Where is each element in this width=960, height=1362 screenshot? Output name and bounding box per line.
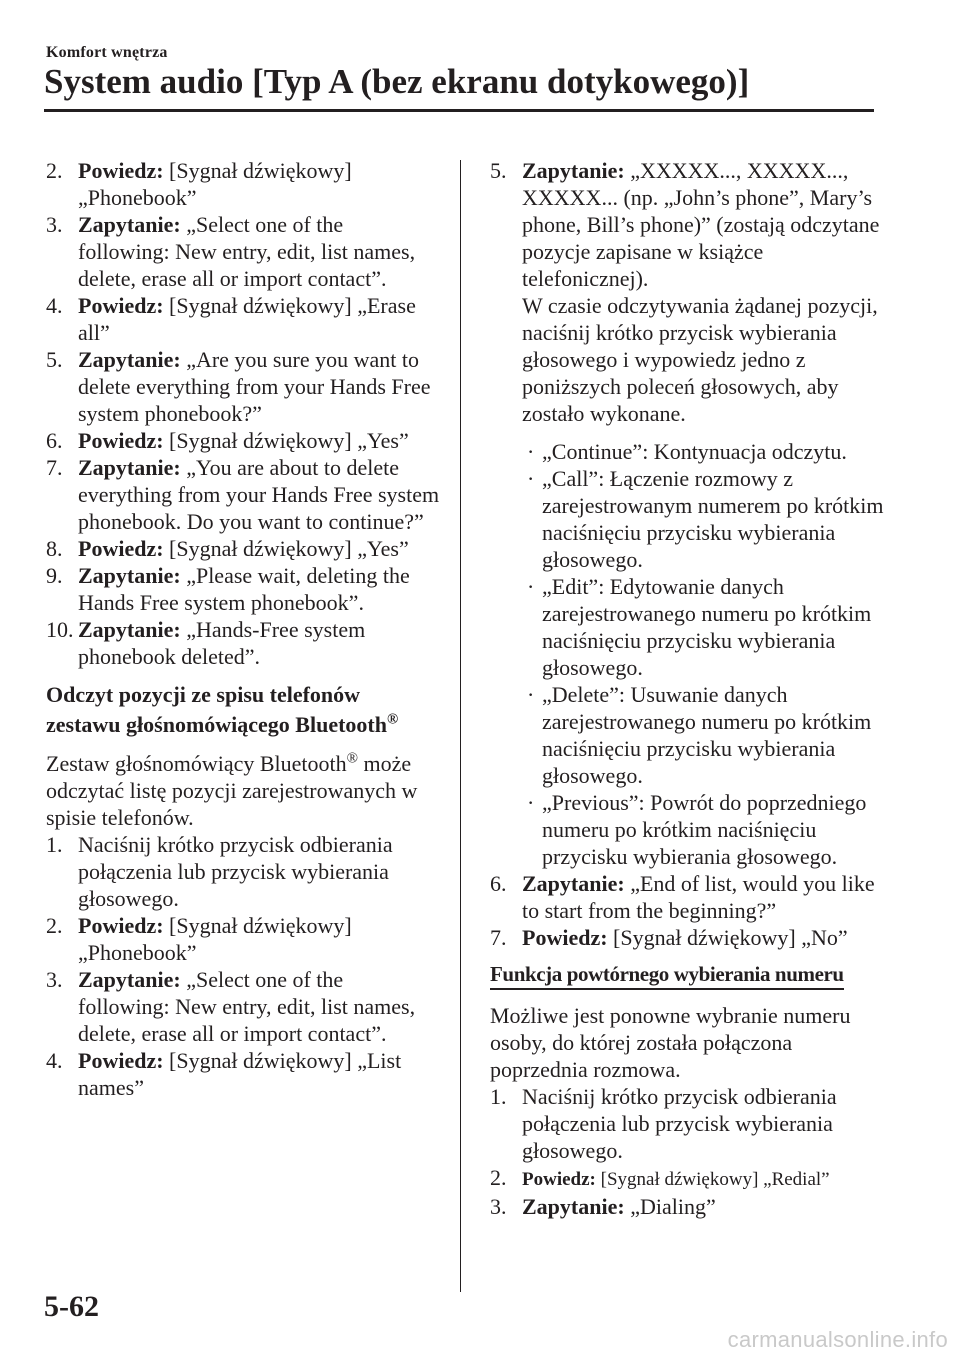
heading-text: zestawu głośnomówiącego Bluetooth xyxy=(46,712,387,737)
step-text: „You are about to delete everything from your Hands Free system phonebook. Do you want to continue?” xyxy=(78,455,440,534)
list-item xyxy=(522,465,890,573)
step-item xyxy=(490,1083,890,1164)
step-item xyxy=(46,912,440,966)
list-item-text: „Edit”: Edytowanie danych zarejestrowanego numeru po krótkim naciśnięciu przycisku wybierania głosowego. xyxy=(542,574,872,680)
bullet-dot: · xyxy=(527,439,535,464)
page-number: 5-62 xyxy=(44,1290,99,1323)
step-item xyxy=(46,1047,440,1101)
step-number: 8. xyxy=(46,536,63,561)
step-number: 5. xyxy=(46,347,63,372)
step-note: W czasie odczytywania żądanej pozycji, naciśnij krótko przycisk wybierania głosowego i wypowiedz jedno z poniższych poleceń głosowych, aby zostało wykonane. xyxy=(522,293,878,426)
heading-line xyxy=(46,710,440,740)
step-label: Powiedz: xyxy=(78,1048,164,1073)
section-label: Komfort wnętrza xyxy=(46,44,168,61)
step-label: Zapytanie: xyxy=(522,158,625,183)
intro-text: Zestaw głośnomówiący Bluetooth xyxy=(46,751,347,776)
step-item xyxy=(46,346,440,427)
bullet-dot: · xyxy=(527,574,535,599)
step-text: „Dialing” xyxy=(624,1194,716,1219)
step-label: Powiedz: xyxy=(78,428,164,453)
list-item xyxy=(522,573,890,681)
step-text: [Sygnał dźwiękowy] „Redial” xyxy=(595,1169,830,1190)
bullet-dot: · xyxy=(527,790,535,815)
step-label: Powiedz: xyxy=(522,925,608,950)
step-text: [Sygnał dźwiękowy] „Phonebook” xyxy=(78,158,352,210)
step-item xyxy=(46,616,440,670)
step-label: Zapytanie: xyxy=(522,871,625,896)
step-number: 3. xyxy=(490,1194,507,1219)
list-item xyxy=(522,438,890,465)
step-text: „Select one of the following: New entry, edit, list names, delete, erase all or import contact”. xyxy=(78,967,416,1046)
step-item xyxy=(46,454,440,535)
step-item xyxy=(490,1193,890,1220)
step-text: „End of list, would you like to start from the beginning?” xyxy=(522,871,875,923)
bullet-dot: · xyxy=(527,466,535,491)
list-item-text: „Previous”: Powrót do poprzedniego numeru po krótkim naciśnięciu przycisku wybierania głosowego. xyxy=(542,790,867,869)
voice-command-list xyxy=(490,438,890,870)
step-item xyxy=(46,292,440,346)
step-text: Naciśnij krótko przycisk odbierania połączenia lub przycisk wybierania głosowego. xyxy=(78,832,393,911)
column-divider xyxy=(460,160,461,1292)
step-text: [Sygnał dźwiękowy] „Erase all” xyxy=(78,293,416,345)
heading-line: Odczyt pozycji ze spisu telefonów xyxy=(46,682,361,707)
right-column xyxy=(490,157,890,1220)
step-item xyxy=(490,924,890,951)
step-number: 2. xyxy=(46,913,63,938)
step-item xyxy=(46,831,440,912)
step-text: „Are you sure you want to delete everything from your Hands Free system phonebook?” xyxy=(78,347,431,426)
step-number: 6. xyxy=(490,871,507,896)
step-item xyxy=(46,157,440,211)
step-text: „XXXXX..., XXXXX..., XXXXX... (np. „John’s phone”, Mary’s phone, Bill’s phone)” (zostają odczytane pozycje zapisane w książce telefonicznej). xyxy=(522,158,880,291)
redial-intro: Możliwe jest ponowne wybranie numeru osoby, do której została połączona poprzednia rozmowa. xyxy=(490,1003,851,1082)
step-number: 4. xyxy=(46,1048,63,1073)
step-number: 2. xyxy=(46,158,63,183)
left-column xyxy=(46,157,440,1101)
step-number: 1. xyxy=(490,1084,507,1109)
step-item xyxy=(46,535,440,562)
section-heading-phonebook-read xyxy=(46,680,440,740)
registered-mark: ® xyxy=(346,750,359,767)
step-text: [Sygnał dźwiękowy] „No” xyxy=(607,925,848,950)
step-item xyxy=(46,966,440,1047)
list-item-text: „Call”: Łączenie rozmowy z zarejestrowanym numerem po krótkim naciśnięciu przycisku wybierania głosowego. xyxy=(542,466,884,572)
intro-text: może odczytać listę pozycji zarejestrowanych w spisie telefonów. xyxy=(46,751,418,830)
list-item xyxy=(522,789,890,870)
step-number: 2. xyxy=(490,1165,507,1190)
step-label: Powiedz: xyxy=(78,293,164,318)
step-text: „Please wait, deleting the Hands Free system phonebook”. xyxy=(78,563,410,615)
step-number: 4. xyxy=(46,293,63,318)
step-label: Powiedz: xyxy=(522,1169,596,1190)
step-item xyxy=(46,427,440,454)
step-item xyxy=(46,562,440,616)
steps-list-names xyxy=(46,912,440,1101)
section-heading-redial: Funkcja powtórnego wybierania numeru xyxy=(490,961,844,990)
list-item-text: „Continue”: Kontynuacja odczytu. xyxy=(542,439,847,464)
step-number: 7. xyxy=(46,455,63,480)
step-number: 3. xyxy=(46,967,63,992)
step-text: „Hands-Free system phonebook deleted”. xyxy=(78,617,366,669)
step-label: Powiedz: xyxy=(78,536,164,561)
list-item-text: „Delete”: Usuwanie danych zarejestrowanego numeru po krótkim naciśnięciu przycisku wybierania głosowego. xyxy=(542,682,872,788)
step-label: Zapytanie: xyxy=(78,212,181,237)
step-item xyxy=(490,870,890,924)
step-item xyxy=(490,157,890,292)
step-number: 9. xyxy=(46,563,63,588)
watermark: carmanualsonline.info xyxy=(727,1327,948,1352)
step-item xyxy=(490,1164,890,1193)
bullet-dot: · xyxy=(527,682,535,707)
step-number: 1. xyxy=(46,832,63,857)
step-label: Zapytanie: xyxy=(78,967,181,992)
step-label: Zapytanie: xyxy=(78,455,181,480)
step-text: [Sygnał dźwiękowy] „List names” xyxy=(78,1048,402,1100)
step-text: [Sygnał dźwiękowy] „Phonebook” xyxy=(78,913,352,965)
step-number: 5. xyxy=(490,158,507,183)
step-text: Naciśnij krótko przycisk odbierania połączenia lub przycisk wybierania głosowego. xyxy=(522,1084,837,1163)
steps-erase-all xyxy=(46,157,440,670)
step-label: Zapytanie: xyxy=(78,563,181,588)
step-number: 3. xyxy=(46,212,63,237)
step-text: „Select one of the following: New entry, edit, list names, delete, erase all or import contact”. xyxy=(78,212,416,291)
step-item xyxy=(46,211,440,292)
step-label: Powiedz: xyxy=(78,158,164,183)
step-label: Zapytanie: xyxy=(522,1194,625,1219)
step-number: 7. xyxy=(490,925,507,950)
step-number: 10. xyxy=(46,617,74,642)
step-text: [Sygnał dźwiękowy] „Yes” xyxy=(163,536,409,561)
step-label: Zapytanie: xyxy=(78,617,181,642)
step-label: Powiedz: xyxy=(78,913,164,938)
step-number: 6. xyxy=(46,428,63,453)
registered-mark: ® xyxy=(386,711,399,728)
title-rule xyxy=(44,109,874,112)
list-item xyxy=(522,681,890,789)
step-label: Zapytanie: xyxy=(78,347,181,372)
intro-paragraph xyxy=(46,750,440,831)
step-text: [Sygnał dźwiękowy] „Yes” xyxy=(163,428,409,453)
page-title: System audio [Typ A (bez ekranu dotykowego)] xyxy=(44,62,750,101)
